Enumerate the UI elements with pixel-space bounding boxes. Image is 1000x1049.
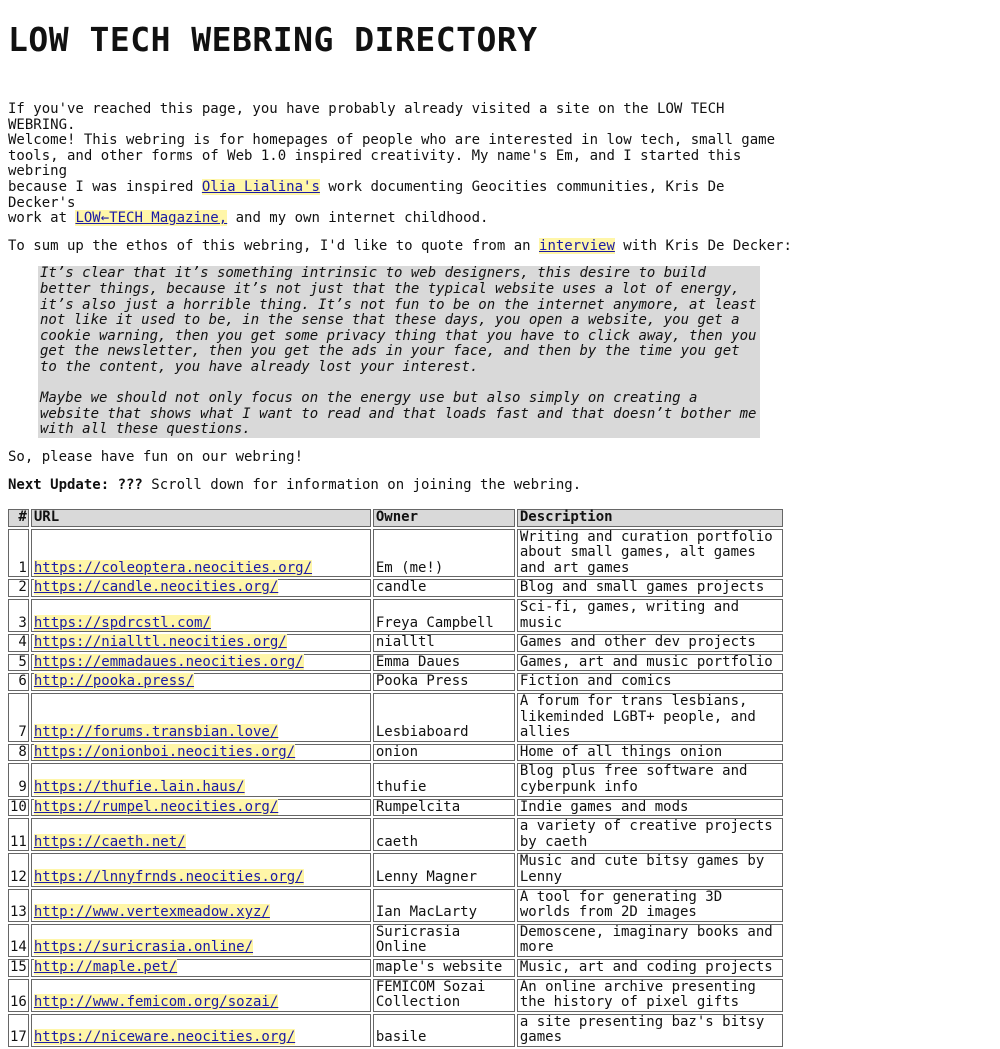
row-owner: Rumpelcita: [373, 799, 515, 817]
row-owner: FEMICOM Sozai Collection: [373, 979, 515, 1012]
row-number: 3: [8, 599, 29, 632]
row-description: Music and cute bitsy games by Lenny: [517, 853, 783, 886]
row-url-link[interactable]: https://spdrcstl.com/: [33, 614, 211, 631]
row-owner: thufie: [373, 763, 515, 796]
row-url-cell: [31, 818, 371, 851]
update-paragraph: [8, 478, 798, 494]
table-row: [8, 818, 783, 851]
intro-text-1: If you've reached this page, you have probably already visited a site on the LOW TECH WEBRING. Welcome! This webring is for homepages of people who are interested in low tech, small game tools, and other forms of Web 1.0 inspired creativity. My name's Em, and I started this webring because I was inspired: [8, 101, 776, 195]
row-url-cell: [31, 693, 371, 742]
olia-lialina-link[interactable]: Olia Lialina's: [201, 178, 320, 195]
row-url-link[interactable]: https://lnnyfrnds.neocities.org/: [33, 868, 304, 885]
update-text: Scroll down for information on joining the webring.: [142, 477, 582, 494]
header-owner: Owner: [373, 509, 515, 527]
row-description: A tool for generating 3D worlds from 2D images: [517, 889, 783, 922]
header-number: #: [8, 509, 29, 527]
row-description: Fiction and comics: [517, 673, 783, 691]
sumup-text-1: To sum up the ethos of this webring, I'd like to quote from an: [8, 237, 540, 254]
intro-text-3: and my own internet childhood.: [227, 210, 489, 227]
table-row: [8, 693, 783, 742]
row-number: 16: [8, 979, 29, 1012]
table-row: [8, 744, 783, 762]
table-header-row: [8, 509, 783, 527]
row-url-cell: [31, 634, 371, 652]
row-url-cell: [31, 654, 371, 672]
table-row: [8, 799, 783, 817]
row-owner: Emma Daues: [373, 654, 515, 672]
row-owner: Lenny Magner: [373, 853, 515, 886]
quote-paragraph-1: It’s clear that it’s something intrinsic to web designers, this desire to build better things, because it’s not just that the typical website uses a lot of energy, it’s also just a horrible thing. It’s not fun to be on the internet anymore, at least not like it used to be, in the sense that these days, you open a website, you get a cookie warning, then you get some privacy thing that you have to click away, then you get the newsletter, then you get the ads in your face, and then by the time you get to the content, you have already lost your interest.: [40, 265, 757, 375]
row-owner: caeth: [373, 818, 515, 851]
row-number: 8: [8, 744, 29, 762]
table-row: [8, 959, 783, 977]
row-url-link[interactable]: https://rumpel.neocities.org/: [33, 798, 279, 815]
row-description: Writing and curation portfolio about small games, alt games and art games: [517, 529, 783, 578]
row-description: A forum for trans lesbians, likeminded LGBT+ people, and allies: [517, 693, 783, 742]
row-url-link[interactable]: http://forums.transbian.love/: [33, 724, 279, 741]
row-description: Home of all things onion: [517, 744, 783, 762]
table-row: [8, 673, 783, 691]
row-number: 9: [8, 763, 29, 796]
table-row: [8, 634, 783, 652]
row-url-cell: [31, 959, 371, 977]
row-number: 13: [8, 889, 29, 922]
row-owner: maple's website: [373, 959, 515, 977]
row-url-cell: [31, 799, 371, 817]
row-number: 14: [8, 924, 29, 957]
row-url-link[interactable]: https://nialltl.neocities.org/: [33, 634, 287, 651]
row-url-link[interactable]: https://caeth.net/: [33, 833, 186, 850]
row-owner: Freya Campbell: [373, 599, 515, 632]
row-url-cell: [31, 853, 371, 886]
row-owner: basile: [373, 1014, 515, 1047]
row-url-cell: [31, 579, 371, 597]
row-owner: nialltl: [373, 634, 515, 652]
row-url-link[interactable]: https://emmadaues.neocities.org/: [33, 653, 304, 670]
row-url-cell: [31, 599, 371, 632]
table-row: [8, 654, 783, 672]
sumup-text-2: with Kris De Decker:: [614, 237, 792, 254]
intro-paragraph: [8, 102, 798, 227]
row-url-link[interactable]: http://www.femicom.org/sozai/: [33, 994, 279, 1011]
row-url-link[interactable]: https://candle.neocities.org/: [33, 579, 279, 596]
row-url-cell: [31, 763, 371, 796]
row-number: 7: [8, 693, 29, 742]
row-number: 11: [8, 818, 29, 851]
row-description: Blog plus free software and cyberpunk info: [517, 763, 783, 796]
row-description: Music, art and coding projects: [517, 959, 783, 977]
table-row: [8, 1014, 783, 1047]
row-owner: Ian MacLarty: [373, 889, 515, 922]
row-number: 5: [8, 654, 29, 672]
row-owner: Pooka Press: [373, 673, 515, 691]
row-owner: Lesbiaboard: [373, 693, 515, 742]
header-url: URL: [31, 509, 371, 527]
row-number: 17: [8, 1014, 29, 1047]
row-owner: Suricrasia Online: [373, 924, 515, 957]
row-number: 4: [8, 634, 29, 652]
row-url-link[interactable]: https://coleoptera.neocities.org/: [33, 559, 313, 576]
row-number: 2: [8, 579, 29, 597]
table-row: [8, 924, 783, 957]
table-row: [8, 979, 783, 1012]
low-tech-magazine-link[interactable]: LOW←TECH Magazine,: [75, 210, 228, 227]
webring-table: [6, 507, 785, 1049]
row-description: Sci-fi, games, writing and music: [517, 599, 783, 632]
interview-link[interactable]: interview: [539, 237, 615, 254]
header-description: Description: [517, 509, 783, 527]
row-number: 1: [8, 529, 29, 578]
row-description: Indie games and mods: [517, 799, 783, 817]
row-url-link[interactable]: http://www.vertexmeadow.xyz/: [33, 904, 270, 921]
next-update-label: Next Update: ???: [8, 477, 143, 494]
row-url-cell: [31, 673, 371, 691]
sumup-paragraph: [8, 239, 798, 255]
row-url-link[interactable]: http://maple.pet/: [33, 958, 178, 975]
quote-paragraph-2: Maybe we should not only focus on the energy use but also simply on creating a website that shows what I want to read and that loads fast and that doesn’t bother me with all these questions.: [40, 390, 757, 438]
row-number: 6: [8, 673, 29, 691]
quote-block: [38, 266, 760, 438]
row-description: a variety of creative projects by caeth: [517, 818, 783, 851]
row-url-cell: [31, 889, 371, 922]
row-description: Blog and small games projects: [517, 579, 783, 597]
table-row: [8, 889, 783, 922]
row-owner: onion: [373, 744, 515, 762]
row-url-link[interactable]: https://onionboi.neocities.org/: [33, 743, 296, 760]
row-url-link[interactable]: http://pooka.press/: [33, 673, 195, 690]
row-url-link[interactable]: https://niceware.neocities.org/: [33, 1029, 296, 1046]
row-owner: candle: [373, 579, 515, 597]
row-number: 12: [8, 853, 29, 886]
intro-text-2: work documenting Geocities communities, Kris De Decker's work at: [8, 178, 725, 227]
row-url-cell: [31, 529, 371, 578]
fun-paragraph: So, please have fun on our webring!: [8, 448, 304, 465]
table-row: [8, 599, 783, 632]
table-row: [8, 853, 783, 886]
table-row: [8, 579, 783, 597]
row-description: a site presenting baz's bitsy games: [517, 1014, 783, 1047]
row-description: An online archive presenting the history of pixel gifts: [517, 979, 783, 1012]
table-row: [8, 529, 783, 578]
page-title: LOW TECH WEBRING DIRECTORY: [8, 20, 538, 59]
row-description: Demoscene, imaginary books and more: [517, 924, 783, 957]
row-number: 10: [10, 798, 27, 815]
table-row: [8, 763, 783, 796]
row-url-cell: [31, 744, 371, 762]
row-url-cell: [31, 924, 371, 957]
table-body: [8, 529, 783, 1047]
row-description: Games and other dev projects: [517, 634, 783, 652]
row-url-cell: [31, 1014, 371, 1047]
row-url-link[interactable]: https://suricrasia.online/: [33, 939, 254, 956]
row-description: Games, art and music portfolio: [517, 654, 783, 672]
row-url-link[interactable]: https://thufie.lain.haus/: [33, 778, 245, 795]
row-url-cell: [31, 979, 371, 1012]
row-number: 15: [10, 958, 27, 975]
row-owner: Em (me!): [373, 529, 515, 578]
